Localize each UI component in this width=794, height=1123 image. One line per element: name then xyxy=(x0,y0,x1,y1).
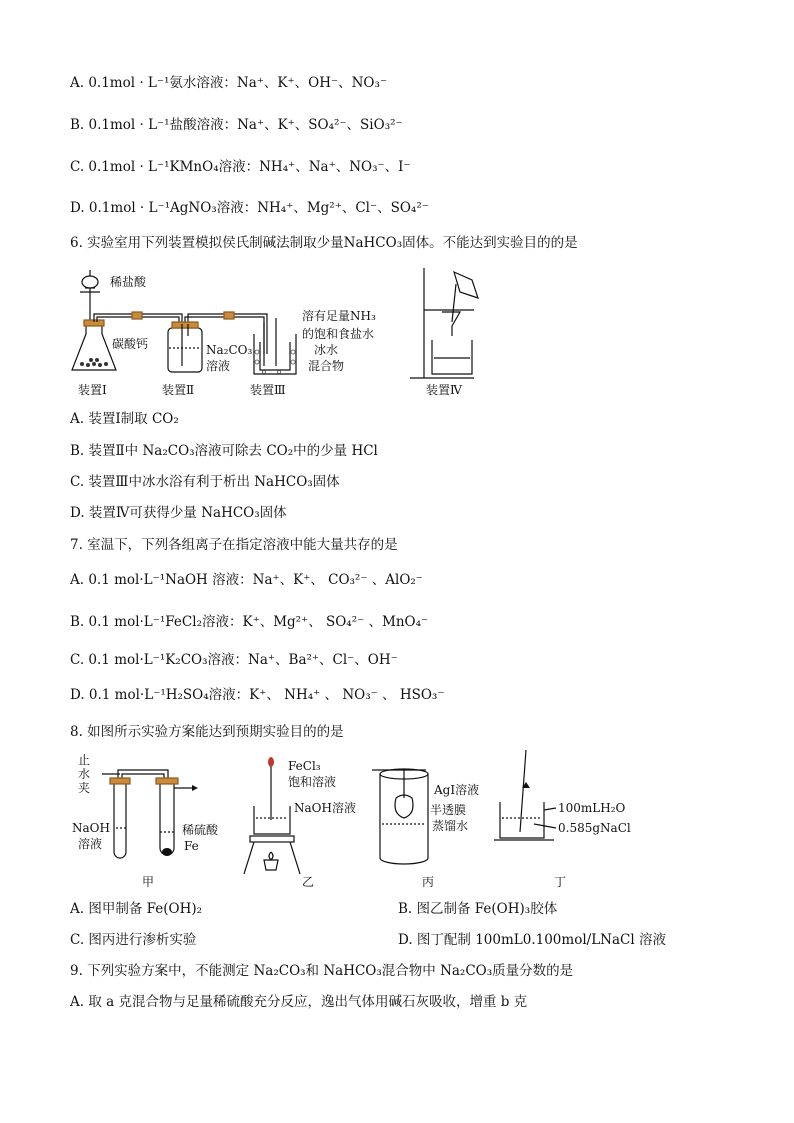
label-clip-1: 止 xyxy=(78,753,91,767)
q9-stem: 9. 下列实验方案中，不能测定 Na₂CO₃和 NaHCO₃混合物中 Na₂CO₃质量分数的是 xyxy=(70,963,574,979)
label-fecl3-2: 饱和溶液 xyxy=(288,775,337,789)
device-2 xyxy=(168,322,202,372)
q6-apparatus-figure xyxy=(64,262,494,402)
label-device-4: 装置Ⅳ xyxy=(426,383,462,397)
q8-option-b: B. 图乙制备 Fe(OH)₃胶体 xyxy=(398,901,558,917)
q7-option-a: A. 0.1 mol·L⁻¹NaOH 溶液：Na⁺、K⁺、 CO₃²⁻ 、AlO₂⁻ xyxy=(70,572,423,588)
q7-option-b: B. 0.1 mol·L⁻¹FeCl₂溶液：K⁺、Mg²⁺、 SO₄²⁻ 、MnO₄⁻ xyxy=(70,614,429,630)
q8-apparatus-figure xyxy=(64,748,664,892)
label-yi: 乙 xyxy=(302,875,315,889)
label-naoh-solution: NaOH溶液 xyxy=(294,801,356,815)
q7-option-d: D. 0.1 mol·L⁻¹H₂SO₄溶液：K⁺、 NH₄⁺ 、 NO₃⁻ 、 HSO₃⁻ xyxy=(70,687,445,703)
figure-bing xyxy=(372,769,428,864)
label-device-2: 装置Ⅱ xyxy=(162,383,195,397)
q5-option-c: C. 0.1mol · L⁻¹KMnO₄溶液：NH₄⁺、Na⁺、NO₃⁻、I⁻ xyxy=(70,159,411,175)
label-nh3-1: 溶有足量NH₃ xyxy=(302,309,376,323)
label-device-1: 装置Ⅰ xyxy=(78,383,107,397)
label-jia: 甲 xyxy=(142,875,155,889)
label-ice-1: 冰水 xyxy=(314,343,339,357)
label-fecl3-1: FeCl₃ xyxy=(288,759,321,773)
label-volume: 100mLH₂O xyxy=(558,801,626,815)
label-na2co3-2: 溶液 xyxy=(206,359,231,373)
label-h2so4: 稀硫酸 xyxy=(182,823,219,837)
q5-option-b: B. 0.1mol · L⁻¹盐酸溶液：Na⁺、K⁺、SO₄²⁻、SiO₃²⁻ xyxy=(70,117,403,133)
q6-option-d: D. 装置Ⅳ可获得少量 NaHCO₃固体 xyxy=(70,505,287,521)
q6-stem: 6. 实验室用下列装置模拟侯氏制碱法制取少量NaHCO₃固体。不能达到实验目的的是 xyxy=(70,235,578,251)
q6-option-c: C. 装置Ⅲ中冰水浴有利于析出 NaHCO₃固体 xyxy=(70,474,340,490)
q6-option-a: A. 装置Ⅰ制取 CO₂ xyxy=(70,411,179,427)
device-3 xyxy=(254,318,296,374)
label-na2co3-1: Na₂CO₃ xyxy=(206,343,253,357)
label-dilute-hcl: 稀盐酸 xyxy=(110,275,147,289)
q8-option-c: C. 图丙进行渗析实验 xyxy=(70,932,197,948)
figure-ding xyxy=(494,750,556,840)
label-naoh-2: 溶液 xyxy=(78,837,103,851)
label-ding: 丁 xyxy=(554,875,567,889)
label-caco3: 碳酸钙 xyxy=(112,337,149,351)
label-nh3-2: 的饱和食盐水 xyxy=(302,327,375,341)
q9-option-a: A. 取 a 克混合物与足量稀硫酸充分反应，逸出气体用碱石灰吸收，增重 b 克 xyxy=(70,994,528,1010)
label-device-3: 装置Ⅲ xyxy=(250,383,286,397)
label-naoh-1: NaOH xyxy=(72,821,110,835)
q7-stem: 7. 室温下，下列各组离子在指定溶液中能大量共存的是 xyxy=(70,537,398,553)
label-agi: AgI溶液 xyxy=(434,783,480,797)
device-4 xyxy=(410,268,478,378)
label-mass: 0.585gNaCl xyxy=(558,821,631,835)
label-clip-3: 夹 xyxy=(78,781,91,795)
label-fe: Fe xyxy=(184,839,199,853)
q5-option-a: A. 0.1mol · L⁻¹氨水溶液：Na⁺、K⁺、OH⁻、NO₃⁻ xyxy=(70,75,388,91)
q8-option-d: D. 图丁配制 100mL0.100mol/LNaCl 溶液 xyxy=(398,932,666,948)
q8-option-a: A. 图甲制备 Fe(OH)₂ xyxy=(70,901,203,917)
q5-option-d: D. 0.1mol · L⁻¹AgNO₃溶液：NH₄⁺、Mg²⁺、Cl⁻、SO₄²⁻ xyxy=(70,200,429,216)
label-distilled-water: 蒸馏水 xyxy=(432,819,469,833)
q7-option-c: C. 0.1 mol·L⁻¹K₂CO₃溶液：Na⁺、Ba²⁺、Cl⁻、OH⁻ xyxy=(70,652,398,668)
label-clip-2: 水 xyxy=(78,767,91,781)
q6-option-b: B. 装置Ⅱ中 Na₂CO₃溶液可除去 CO₂中的少量 HCl xyxy=(70,443,378,459)
figure-jia xyxy=(102,770,192,858)
label-bing: 丙 xyxy=(422,875,435,889)
q8-stem: 8. 如图所示实验方案能达到预期实验目的的是 xyxy=(70,724,344,740)
label-membrane: 半透膜 xyxy=(430,803,467,817)
label-ice-2: 混合物 xyxy=(308,359,345,373)
